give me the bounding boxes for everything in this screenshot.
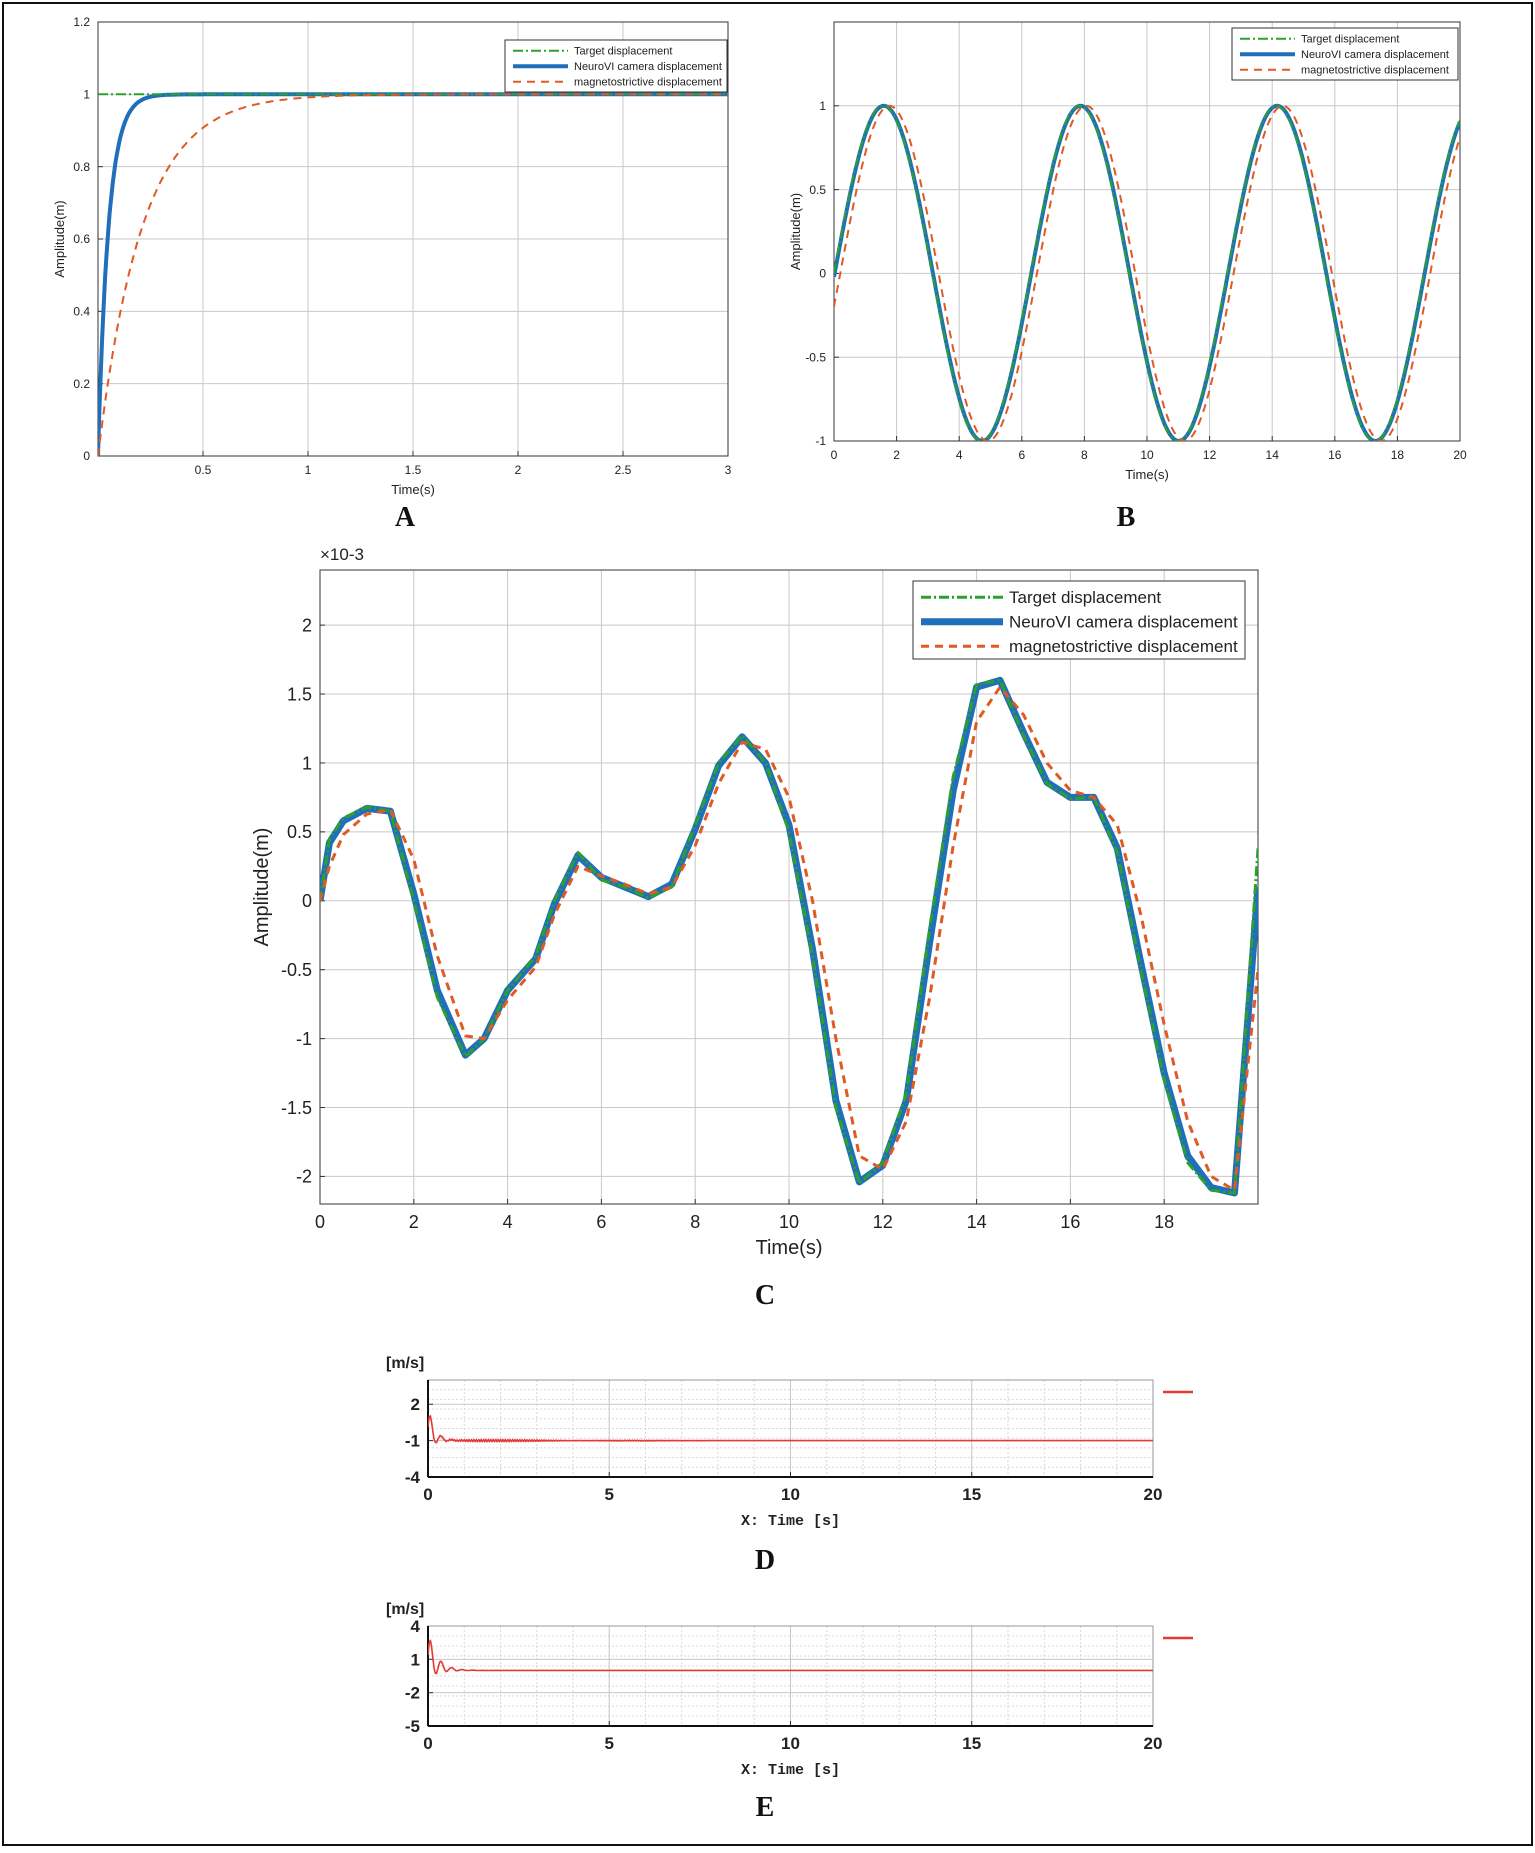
x-tick-label: 0: [423, 1734, 433, 1753]
y-axis-label: Amplitude(m): [788, 192, 803, 271]
x-tick-label: 0: [830, 448, 838, 462]
x-axis-label: Time(s): [391, 482, 435, 497]
legend-label-2: NeuroVI camera displacement: [574, 61, 722, 74]
x-tick-label: 1.5: [404, 463, 422, 477]
x-tick-label: 4: [955, 448, 963, 462]
panel-label-a: A: [394, 502, 416, 533]
x-tick-label: 6: [1018, 448, 1026, 462]
chart-c: [251, 545, 1258, 1259]
x-tick-label: 8: [1081, 448, 1088, 462]
y-tick-label: 0: [83, 449, 90, 464]
x-tick-label: 10: [778, 1212, 800, 1232]
x-tick-label: 6: [596, 1212, 607, 1232]
y-tick-label: 4: [410, 1616, 420, 1636]
x-tick-label: 15: [962, 1734, 982, 1753]
x-tick-label: 2.5: [614, 463, 632, 477]
x-tick-label: 5: [604, 1485, 614, 1504]
x-tick-label: 14: [966, 1212, 987, 1232]
x-tick-label: 12: [872, 1212, 893, 1232]
y-tick-label: 0: [819, 266, 826, 281]
panel-label-e: E: [755, 1792, 775, 1823]
y-tick-label: 1: [83, 87, 90, 102]
x-tick-label: 4: [502, 1212, 513, 1232]
x-tick-label: 14: [1265, 448, 1279, 462]
x-tick-label: 8: [690, 1212, 701, 1232]
x-tick-label: 0.5: [194, 463, 212, 477]
panel-label-d: D: [754, 1545, 776, 1576]
legend-label-3: magnetostrictive displacement: [1301, 64, 1449, 77]
x-tick-label: 16: [1328, 448, 1342, 462]
y-tick-label: 0: [301, 891, 312, 912]
x-tick-label: 10: [781, 1485, 800, 1504]
x-tick-label: 2: [514, 463, 522, 477]
y-tick-label: 2: [410, 1395, 420, 1415]
y-tick-label: -0.5: [280, 959, 312, 980]
y-tick-label: 0.2: [73, 376, 90, 391]
x-tick-label: 2: [408, 1212, 419, 1232]
legend-label-2: NeuroVI camera displacement: [1009, 612, 1238, 632]
x-tick-label: 20: [1143, 1734, 1163, 1753]
x-tick-label: 20: [1453, 448, 1467, 462]
y-axis-label: Amplitude(m): [251, 827, 273, 947]
chart-e: [386, 1601, 1193, 1779]
x-tick-label: 12: [1202, 448, 1217, 462]
y-tick-label: -5: [404, 1716, 420, 1736]
legend-label-1: Target displacement: [574, 45, 673, 58]
x-tick-label: 15: [962, 1485, 982, 1504]
y-tick-label: -4: [404, 1467, 420, 1487]
legend-label-2: NeuroVI camera displacement: [1301, 49, 1449, 62]
x-tick-label: 5: [604, 1734, 614, 1753]
panel-label-b: B: [1116, 502, 1136, 533]
legend-label-3: magnetostrictive displacement: [574, 76, 722, 89]
y-multiplier: ×10-3: [320, 545, 364, 564]
x-tick-label: 16: [1060, 1212, 1081, 1232]
y-axis-label: Amplitude(m): [52, 200, 67, 278]
y-tick-label: 1.5: [286, 684, 312, 705]
x-tick-label: 0: [314, 1212, 326, 1232]
chart-d: [386, 1355, 1193, 1530]
x-axis-label: X: Time [s]: [740, 1513, 841, 1530]
y-tick-label: 0.6: [73, 232, 90, 247]
x-tick-label: 3: [724, 463, 732, 477]
x-tick-label: 18: [1154, 1212, 1175, 1232]
x-axis-label: Time(s): [1125, 467, 1169, 482]
y-tick-label: 2: [301, 615, 312, 636]
y-tick-label: 1: [301, 753, 312, 774]
x-tick-label: 10: [781, 1734, 800, 1753]
legend: [913, 581, 1245, 659]
legend-label-1: Target displacement: [1301, 33, 1400, 46]
y-tick-label: 0.8: [73, 159, 90, 174]
legend: [1232, 28, 1458, 80]
y-tick-label: 1: [819, 99, 826, 113]
y-tick-label: 1: [410, 1650, 420, 1670]
legend: [505, 40, 727, 92]
y-tick-label: 0.5: [809, 182, 826, 197]
panel-label-c: C: [754, 1280, 776, 1311]
x-tick-label: 2: [893, 448, 900, 462]
chart-a: [52, 15, 732, 497]
y-tick-label: -1.5: [280, 1097, 312, 1118]
y-tick-label: -2: [404, 1683, 420, 1703]
legend-label-3: magnetostrictive displacement: [1009, 637, 1238, 657]
y-tick-label: 0.4: [73, 304, 90, 319]
y-tick-label: -2: [295, 1166, 312, 1187]
y-tick-label: -0.5: [805, 350, 826, 365]
x-tick-label: 0: [423, 1485, 433, 1504]
y-tick-label: 0.5: [286, 822, 312, 843]
y-tick-label: -1: [815, 434, 826, 449]
chart-b: [788, 22, 1467, 482]
x-tick-label: 20: [1143, 1485, 1163, 1504]
legend-label-1: Target displacement: [1009, 588, 1162, 608]
x-tick-label: 10: [1140, 448, 1154, 462]
x-axis-label: X: Time [s]: [740, 1762, 841, 1779]
y-tick-label: -1: [404, 1431, 420, 1451]
unit-label: [m/s]: [386, 1601, 425, 1618]
y-tick-label: -1: [295, 1028, 312, 1049]
x-axis-label: Time(s): [755, 1237, 823, 1259]
x-tick-label: 18: [1390, 448, 1405, 462]
x-tick-label: 1: [304, 463, 312, 477]
unit-label: [m/s]: [386, 1355, 425, 1372]
y-tick-label: 1.2: [73, 15, 90, 30]
